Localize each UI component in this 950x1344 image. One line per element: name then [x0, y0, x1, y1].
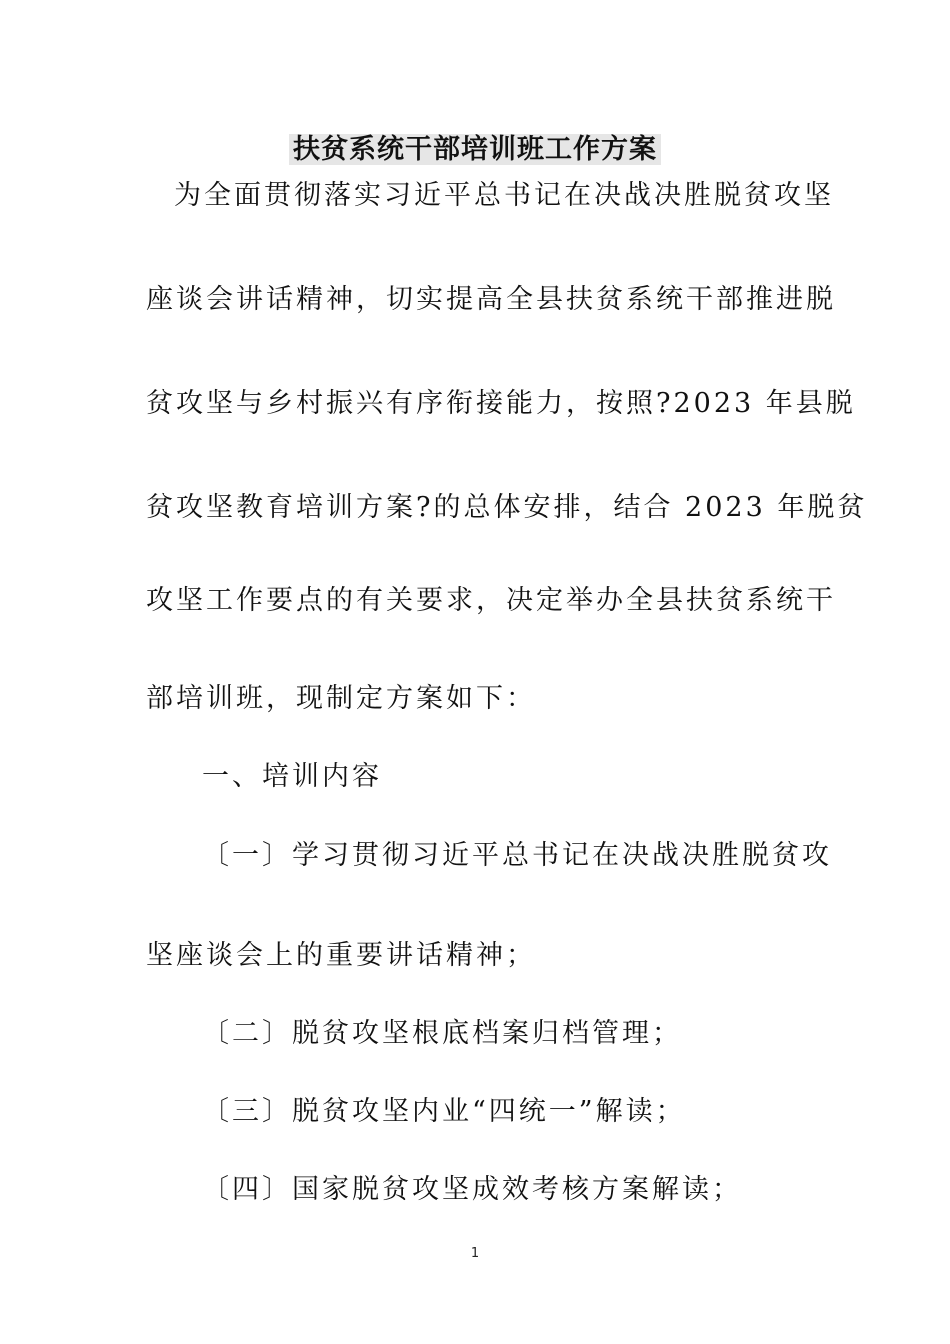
list-item-1-line-2: 坚座谈会上的重要讲话精神；	[146, 940, 536, 971]
page-number: 1	[470, 1246, 480, 1261]
list-item-3: 〔三〕脱贫攻坚内业“四统一”解读；	[202, 1096, 686, 1127]
paragraph-line-5: 攻坚工作要点的有关要求，决定举办全县扶贫系统干	[146, 585, 836, 616]
paragraph-line-4: 贫攻坚教育培训方案?的总体安排，结合 2023 年脱贫	[146, 492, 868, 523]
paragraph-line-6: 部培训班，现制定方案如下：	[146, 683, 536, 714]
paragraph-line-1: 为全面贯彻落实习近平总书记在决战决胜脱贫攻坚	[174, 180, 834, 211]
document-title	[0, 128, 950, 172]
paragraph-line-3: 贫攻坚与乡村振兴有序衔接能力，按照?2023 年县脱	[146, 388, 856, 419]
section-heading-training-content: 一、培训内容	[202, 761, 382, 792]
document-title-text: 扶贫系统干部培训班工作方案	[289, 134, 661, 165]
list-item-4: 〔四〕国家脱贫攻坚成效考核方案解读；	[202, 1174, 742, 1205]
list-item-2: 〔二〕脱贫攻坚根底档案归档管理；	[202, 1018, 682, 1049]
paragraph-line-2: 座谈会讲话精神，切实提高全县扶贫系统干部推进脱	[146, 284, 836, 315]
list-item-1-line-1: 〔一〕学习贯彻习近平总书记在决战决胜脱贫攻	[202, 840, 832, 871]
